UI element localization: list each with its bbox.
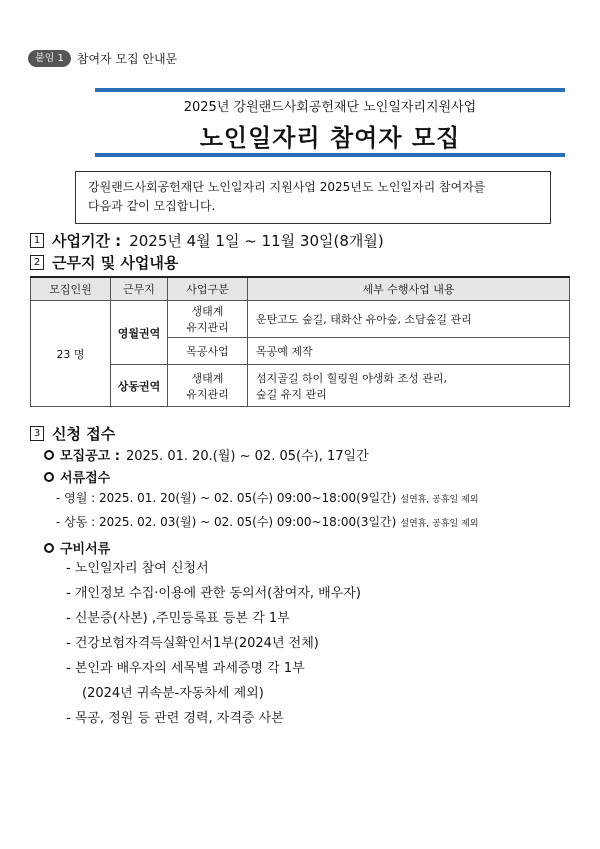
intro-line-1: 강원랜드사회공헌재단 노인일자리 지원사업 2025년도 노인일자리 참여자를 (88, 180, 486, 194)
notice-value: 2025. 01. 20.(월) ~ 02. 05(수), 17일간 (125, 449, 369, 464)
period-value: 2025년 4월 1일 ~ 11월 30일(8개월) (129, 232, 384, 250)
header-top-bar (95, 88, 565, 92)
table-header-row (31, 277, 570, 301)
bullet-circle-icon (44, 543, 54, 553)
required-document-item: - 목공, 정원 등 관련 경력, 자격증 사본 (66, 711, 284, 726)
date-text: - 상동 : 2025. 02. 03(월) ~ 02. 05(수) 09:00~18:00(3일간) (56, 515, 397, 529)
table-header-cell: 모집인원 (31, 277, 111, 301)
required-document-item: - 본인과 배우자의 세목별 과세증명 각 1부 (66, 661, 305, 676)
date-text: - 영월 : 2025. 01. 20(월) ~ 02. 05(수) 09:00~18:00(9일간) (56, 491, 397, 505)
header-bottom-bar (95, 153, 565, 157)
date-note: 설연휴, 공휴일 제외 (400, 519, 479, 529)
submission-date-sangdong (56, 513, 478, 530)
notice-label: 모집공고 : (60, 449, 120, 464)
detail-line: 숲길 유지 관리 (256, 387, 327, 401)
type-line: 생태계 (191, 305, 224, 318)
bullet-circle-icon (44, 472, 54, 482)
required-document-item: - 개인정보 수집·이용에 관한 동의서(참여자, 배우자) (66, 586, 361, 601)
date-note: 설연휴, 공휴일 제외 (400, 495, 479, 505)
table-row (31, 365, 570, 407)
type-cell (168, 301, 248, 338)
section-application (30, 423, 115, 444)
page-title: 노인일자리 참여자 모집 (199, 124, 461, 152)
document-submission (44, 467, 110, 486)
required-document-item: - 신분증(사본) ,주민등록표 등본 각 1부 (66, 611, 290, 626)
section-number: 3 (30, 426, 44, 441)
required-document-item: - 노인일자리 참여 신청서 (66, 561, 209, 576)
intro-box (75, 171, 551, 224)
table-header-cell: 사업구분 (168, 277, 248, 301)
required-document-item-note: (2024년 귀속분-자동차세 제외) (82, 686, 264, 701)
section-workplace (30, 252, 178, 273)
site-cell-sangdong: 상동권역 (111, 365, 168, 407)
section-title: 근무지 및 사업내용 (52, 254, 179, 272)
docs-label: 서류접수 (60, 471, 111, 486)
attachment-badge: 붙임 1 (28, 50, 71, 67)
notice-period (44, 445, 369, 464)
required-documents (44, 538, 110, 557)
type-line: 생태계 (191, 371, 224, 385)
bullet-circle-icon (44, 450, 54, 460)
headcount-cell: 23 명 (31, 301, 111, 407)
section-number: 1 (30, 233, 44, 248)
section-number: 2 (30, 255, 44, 270)
table-row (31, 301, 570, 338)
table-header-cell: 근무지 (111, 277, 168, 301)
detail-cell: 운탄고도 숲길, 태화산 유아숲, 소담숲길 관리 (248, 301, 570, 338)
intro-line-2: 다음과 같이 모집합니다. (88, 199, 216, 213)
req-label: 구비서류 (60, 542, 111, 557)
attachment-title: 참여자 모집 안내문 (76, 52, 178, 66)
table-header-cell: 세부 수행사업 내용 (248, 277, 570, 301)
submission-date-yeongwol (56, 489, 478, 506)
type-line: 유지관리 (186, 387, 229, 401)
recruitment-table (30, 276, 570, 407)
organization-line: 2025년 강원랜드사회공헌재단 노인일자리지원사업 (183, 100, 477, 115)
detail-line: 섬지골길 하이 힐링원 야생화 조성 관리, (256, 371, 447, 385)
site-cell-yeongwol: 영월권역 (111, 301, 168, 365)
section-title: 신청 접수 (52, 425, 116, 443)
detail-cell: 목공예 제작 (248, 338, 570, 365)
type-cell: 목공사업 (168, 338, 248, 365)
attachment-label (28, 50, 177, 67)
required-document-item: - 건강보험자격득실확인서1부(2024년 전체) (66, 636, 319, 651)
detail-cell (248, 365, 570, 407)
type-line: 유지관리 (186, 321, 229, 334)
section-title: 사업기간 : (52, 232, 122, 250)
type-cell (168, 365, 248, 407)
section-period (30, 230, 384, 251)
